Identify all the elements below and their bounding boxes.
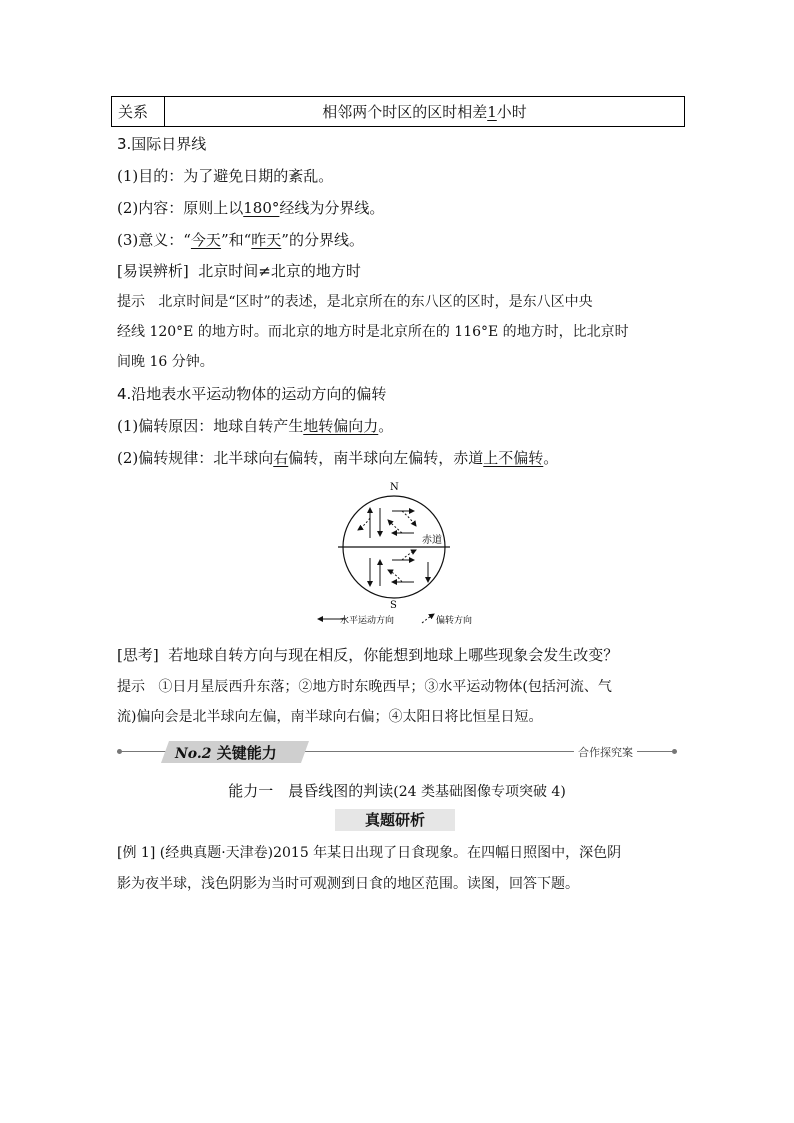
section-bar-label: 合作探究案 <box>574 744 637 760</box>
think-hint-1: 提示 ①日月星辰西升东落；②地方时东晚西早；③水平运动物体(包括河流、气 <box>117 679 612 695</box>
pitfall-hint-2: 经线 120°E 的地方时。而北京的地方时是北京所在的 116°E 的地方时，比北京时 <box>117 324 629 340</box>
legend-dashed-label: 偏转方向 <box>436 616 473 626</box>
think-hint-2: 流)偏向会是北半球向左偏，南半球向右偏；④太阳日将比恒星日短。 <box>117 709 543 725</box>
north-label: N <box>390 482 399 493</box>
south-label: S <box>390 600 397 611</box>
ability-heading: 能力一 晨昏线图的判读(24 类基础图像专项突破 4) <box>228 782 566 800</box>
equator-label: 赤道 <box>422 535 442 546</box>
section-heading-dateline: 3.国际日界线 <box>117 135 207 153</box>
section-bar-title: No.2 关键能力 <box>175 744 277 762</box>
deflection-rule: (2)偏转规律：北半球向右偏转，南半球向左偏转，赤道上不偏转。 <box>117 449 559 467</box>
relation-label: 关系 <box>112 97 165 127</box>
pitfall-note: [易误辨析] 北京时间≠北京的地方时 <box>117 262 361 280</box>
study-box: 真题研析 <box>335 809 455 831</box>
example-line-1: [例 1] (经典真题·天津卷)2015 年某日出现了日食现象。在四幅日照图中，深色阴 <box>117 845 622 861</box>
dateline-meaning: (3)意义：“今天”和“昨天”的分界线。 <box>117 231 364 249</box>
dateline-content: (2)内容：原则上以180°经线为分界线。 <box>117 199 385 217</box>
pitfall-hint-3: 间晚 16 分钟。 <box>117 354 214 370</box>
deflection-diagram <box>310 478 510 630</box>
relation-table <box>111 96 685 127</box>
legend-solid-label: 水平运动方向 <box>340 616 395 626</box>
think-question: [思考] 若地球自转方向与现在相反，你能想到地球上哪些现象会发生改变？ <box>117 646 619 664</box>
section-heading-deflection: 4.沿地表水平运动物体的运动方向的偏转 <box>117 385 387 403</box>
legend-dashed-arrow <box>422 614 434 623</box>
example-line-2: 影为夜半球，浅色阴影为当时可观测到日食的地区范围。读图，回答下题。 <box>117 876 579 892</box>
pitfall-hint-1: 提示 北京时间是“区时”的表述，是北京所在的东八区的区时，是东八区中央 <box>117 294 593 310</box>
relation-value: 相邻两个时区的区时相差1小时 <box>165 97 685 127</box>
dateline-purpose: (1)目的：为了避免日期的紊乱。 <box>117 167 334 185</box>
deflection-cause: (1)偏转原因：地球自转产生地转偏向力。 <box>117 417 394 435</box>
section-bar <box>117 741 677 763</box>
